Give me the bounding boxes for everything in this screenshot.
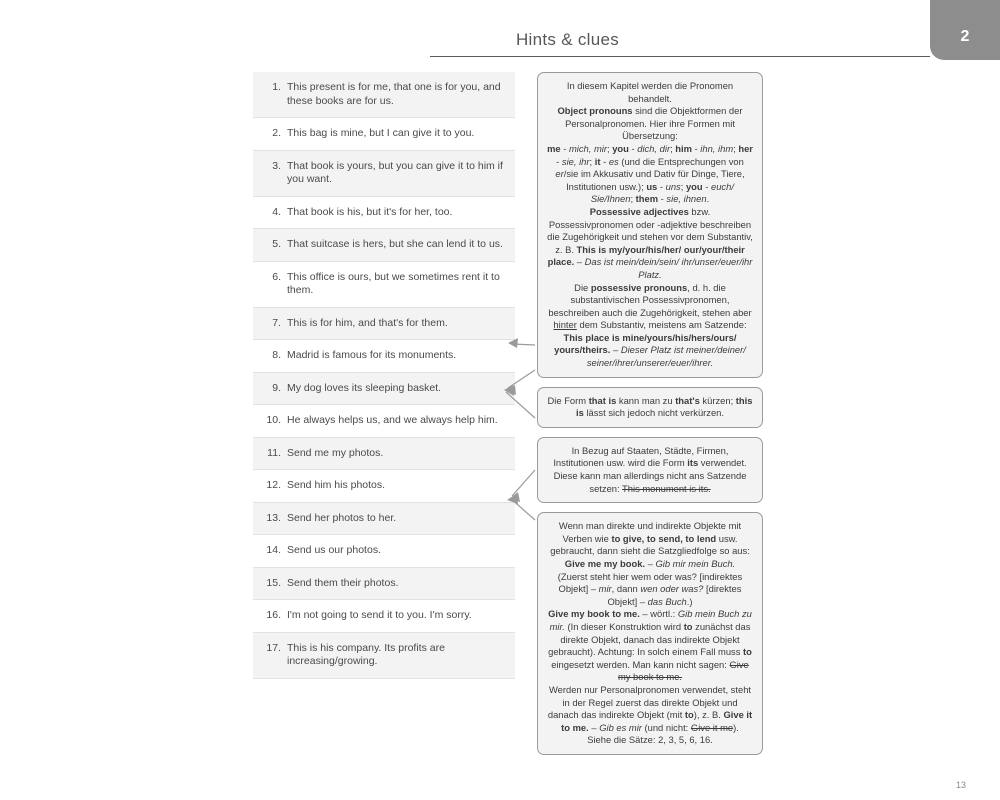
sentence-row (253, 340, 515, 373)
page-number: 13 (955, 780, 966, 790)
sentence-row (253, 262, 515, 308)
header-divider (430, 56, 930, 57)
note-objects: Wenn man direkte und indirekte Objekte mit Verben wie to give, to send, to lend usw. gebraucht, dann sieht die Satzgliedfolge so aus: Give me my book. – Gib mir mein Buch. (Zuerst steht hier wem oder was? [indirektes Objekt] – mir, dann wen oder was? [direktes Objekt] – das Buch.) Give my book to me. – wörtl.: Gib mein Buch zu mir. (In dieser Konstruktion wird to zunächst das direkte Objekt, danach das indirekte Objekt gebraucht). Achtung: In solch einem Fall muss to eingesetzt werden. Man kann nicht sagen: Give my book to me. Werden nur Personalpronomen verwendet, steht in der Regel zuerst das direkte Objekt und danach das indirekte Objekt (mit to), z. B. Give it to me. – Gib es mir (und nicht: Give it me). Siehe die Sätze: 2, 3, 5, 6, 16. (537, 512, 763, 755)
sentence-number: 7. (272, 316, 281, 329)
sentence-number: 3. (272, 159, 281, 172)
sentence-text: This bag is mine, but I can give it to you. (287, 127, 475, 139)
margin-edge (205, 0, 206, 800)
sentence-row (253, 308, 515, 341)
sentence-row (253, 568, 515, 601)
chapter-number: 2 (960, 28, 970, 45)
sentence-text: That book is yours, but you can give it to him if you want. (287, 159, 503, 185)
sentence-text: I'm not going to send it to you. I'm sorry. (287, 609, 472, 621)
sentence-row (253, 503, 515, 536)
sentence-row (253, 118, 515, 151)
arrow-line-1 (512, 344, 535, 345)
arrow-line-4 (512, 470, 535, 496)
sentence-row (253, 151, 515, 197)
sentence-number: 17. (266, 641, 281, 654)
sentence-row (253, 600, 515, 633)
note-its: In Bezug auf Staaten, Städte, Firmen, Institutionen usw. wird die Form its verwendet. Diese kann man allerdings nicht ans Satzende setzen: This monument is its. (537, 437, 763, 503)
page-header (205, 0, 1000, 60)
sentence-number: 16. (266, 609, 281, 621)
note-pronouns: In diesem Kapitel werden die Pronomen behandelt. Object pronouns sind die Objektformen der Personalpronomen. Hier ihre Formen mit Übersetzung: me - mich, mir; you - dich, dir; him - ihn, ihm; her - sie, ihr; it - es (und die Entsprechungen von er/sie im Akkusativ und Dativ für Dinge, Tiere, Institutionen usw.); us - uns; you - euch/ Sie/Ihnen; them - sie, ihnen. Possessive adjectives bzw. Possessivpronomen oder -adjektive beschreiben die Zugehörigkeit und stehen vor dem Substantiv, z. B. This is my/your/his/her/ our/your/their place. – Das ist mein/dein/sein/ ihr/unser/euer/ihr Platz. Die possessive pronouns, d. h. die substantivischen Possessivpronomen, beschreiben auch die Zugehörigkeit, stehen aber hinter dem Substantiv, meistens am Satzende: This place is mine/yours/his/hers/ours/ yours/theirs. – Dieser Platz ist meiner/deiner/ seiner/ihrer/unserer/euer/ihrer. (537, 72, 763, 378)
sentence-text: Madrid is famous for its monuments. (287, 349, 457, 361)
notes-column (537, 72, 763, 764)
sentence-number: 10. (266, 414, 281, 426)
chapter-tab (930, 0, 1000, 60)
sentence-row (253, 633, 515, 679)
sentence-row (253, 438, 515, 471)
sentence-text: This office is ours, but we sometimes rent it to them. (287, 270, 500, 296)
sentence-number: 5. (272, 238, 281, 250)
page-title: Hints & clues (515, 30, 620, 49)
sentence-text: Send me my photos. (287, 446, 384, 459)
sentence-number: 4. (272, 205, 281, 218)
sentence-row (253, 405, 515, 438)
sentence-number: 12. (266, 479, 281, 491)
sentence-number: 11. (267, 446, 281, 459)
sentence-row (253, 373, 515, 406)
note-that-is: Die Form that is kann man zu that's kürzen; this is lässt sich jedoch nicht verkürzen. (537, 387, 763, 428)
sentence-text: Send us our photos. (287, 544, 381, 556)
sentence-row (253, 197, 515, 230)
sentence-row (253, 535, 515, 568)
sentence-number: 8. (272, 349, 281, 361)
sentence-row (253, 470, 515, 503)
sentence-number: 1. (272, 81, 281, 93)
sentence-number: 2. (272, 127, 281, 139)
sentence-text: That suitcase is hers, but she can lend it to us. (287, 238, 503, 250)
sentence-text: My dog loves its sleeping basket. (287, 381, 442, 394)
sentence-text: Send her photos to her. (287, 511, 397, 524)
sentence-number: 14. (266, 544, 281, 556)
sentence-text: He always helps us, and we always help him. (287, 414, 498, 426)
sentence-number: 13. (266, 511, 281, 524)
sentence-number: 9. (272, 381, 281, 394)
left-margin-band (0, 0, 205, 800)
sentence-text: This present is for me, that one is for you, and these books are for us. (287, 81, 501, 107)
sentence-text: This is his company. Its profits are increasing/growing. (287, 641, 445, 667)
sentence-number: 6. (272, 270, 281, 283)
sentence-row (253, 229, 515, 262)
sentence-text: That book is his, but it's for her, too. (287, 205, 453, 218)
sentence-text: This is for him, and that's for them. (287, 316, 448, 329)
sentence-text: Send them their photos. (287, 576, 399, 589)
sentence-text: Send him his photos. (287, 479, 386, 491)
sentence-number: 15. (266, 576, 281, 589)
sentence-list (253, 72, 515, 679)
sentence-row (253, 72, 515, 118)
